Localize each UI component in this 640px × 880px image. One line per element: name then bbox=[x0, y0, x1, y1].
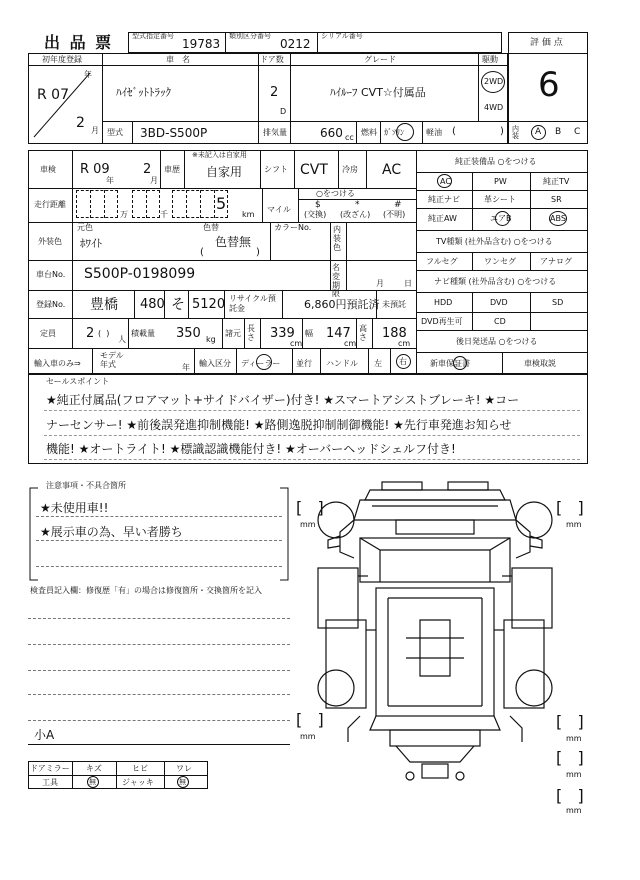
year-unit: 年 bbox=[84, 70, 92, 79]
fuel-light-oil: 軽油 bbox=[426, 128, 442, 137]
model-year-unit: 年 bbox=[182, 363, 190, 372]
bracket-rear-right: [ ] bbox=[556, 712, 584, 731]
doors-value: 2 bbox=[270, 85, 279, 100]
equip-airbag: エアB bbox=[490, 214, 512, 223]
category-code: 0212 bbox=[280, 37, 311, 51]
mm-front-right: mm bbox=[566, 520, 582, 529]
height-value: 188 bbox=[382, 326, 407, 341]
later-title: 後日発送品 ○をつける bbox=[456, 337, 538, 346]
tv-title: TV種類 (社外品含む) ○をつける bbox=[436, 237, 553, 246]
fuel-label: 燃料 bbox=[361, 128, 377, 137]
bracket-front-left: [ ] bbox=[296, 498, 324, 517]
dims-label: 諸元 bbox=[225, 329, 241, 338]
length-label: 長さ bbox=[247, 324, 255, 342]
import-type-label: 輸入区分 bbox=[199, 359, 231, 368]
mile-label: マイル bbox=[267, 205, 291, 214]
mark-star-sub: (改ざん) bbox=[340, 210, 371, 219]
displacement-value: 660 bbox=[320, 126, 343, 140]
genuine-title: 純正装備品 ○をつける bbox=[455, 157, 537, 166]
nav-sd: SD bbox=[552, 298, 564, 307]
reg-kana: そ bbox=[171, 297, 185, 313]
legend-jack-none: 無 bbox=[179, 778, 186, 786]
equip-ac: AC bbox=[440, 177, 451, 186]
equip-sr: SR bbox=[551, 195, 562, 204]
inspector-name: 小A bbox=[34, 728, 55, 742]
sales-label: セールスポイント bbox=[46, 377, 110, 386]
capacity-person: 人 bbox=[118, 335, 126, 344]
length-value: 339 bbox=[270, 326, 295, 341]
legend-mirror: ドアミラー bbox=[30, 764, 70, 773]
sales-line-1: ★純正付属品(フロアマット+サイドバイザー)付き! ★スマートアシストブレーキ! ★コー bbox=[46, 393, 520, 407]
mileage-last-digit: 5 bbox=[216, 194, 227, 213]
dealer-label: ディーラー bbox=[241, 359, 281, 368]
equip-abs: ABS bbox=[550, 214, 566, 223]
reg-class: 480 bbox=[140, 297, 165, 312]
door-suffix: D bbox=[280, 107, 287, 116]
interior-c: C bbox=[574, 127, 581, 137]
doors-label: ドア数 bbox=[260, 55, 284, 64]
sales-line-3: 機能! ★オートライト! ★標識認識機能付き! ★オーバーヘッドシェルフ付き! bbox=[46, 442, 456, 456]
capacity-value: 2 bbox=[86, 326, 95, 341]
notes-label: 注意事項・不具合箇所 bbox=[46, 481, 126, 490]
original-color-label: 元色 bbox=[77, 223, 93, 232]
ext-color-label: 外装色 bbox=[38, 237, 62, 246]
cooler-value: AC bbox=[382, 162, 402, 178]
sales-line-2: ナーセンサー! ★前後誤発進抑制機能! ★路側逸脱抑制制御機能! ★先行車発進お知らせ bbox=[46, 418, 512, 432]
color-change-value: 色替無 bbox=[215, 235, 252, 249]
chassis-no: S500P-0198099 bbox=[84, 266, 196, 282]
displacement-unit: cc bbox=[345, 133, 354, 142]
shaken-value: R 09 bbox=[80, 162, 110, 177]
drive-label: 駆動 bbox=[482, 55, 498, 64]
history-label: 車歴 bbox=[164, 165, 180, 174]
shaken-month-unit: 月 bbox=[150, 176, 158, 185]
model-year-label: モデル年式 bbox=[100, 351, 124, 369]
not-deposited: 未預託 bbox=[382, 300, 406, 309]
month-unit: 月 bbox=[91, 126, 99, 135]
bracket-rear-left: [ ] bbox=[296, 710, 324, 729]
note-line-2: ★展示車の為、早い者勝ち bbox=[40, 525, 183, 539]
displacement-label: 排気量 bbox=[263, 128, 287, 137]
bracket-rear-right-2: [ ] bbox=[556, 748, 584, 767]
right-label: 右 bbox=[399, 357, 407, 366]
recycle-label: リサイクル預託金 bbox=[229, 294, 276, 313]
reg-place: 豊橋 bbox=[90, 297, 118, 313]
grade-label: グレード bbox=[364, 55, 396, 64]
legend-crack: ヒビ bbox=[132, 764, 148, 773]
inspector-label: 検査員記入欄：修復歴「有」の場合は修復箇所・交換箇所を記入 bbox=[30, 586, 262, 595]
car-name: ﾊｲｾﾞｯﾄﾄﾗｯｸ bbox=[116, 86, 171, 99]
cooler-label: 冷房 bbox=[342, 165, 358, 174]
first-reg-year: R 07 bbox=[37, 87, 69, 103]
nav-dvd: DVD bbox=[490, 298, 508, 307]
category-label: 類別区分番号 bbox=[229, 32, 271, 40]
original-color: ﾎﾜｲﾄ bbox=[80, 237, 102, 250]
km-unit: km bbox=[242, 210, 255, 219]
height-unit: cm bbox=[398, 339, 411, 348]
load-value: 350 bbox=[176, 326, 201, 341]
legend-tools: 工具 bbox=[42, 778, 58, 787]
height-label: 高さ bbox=[359, 324, 367, 342]
shaken-month: 2 bbox=[143, 162, 152, 177]
grade-value: ﾊｲﾙｰﾌ CVT☆付属品 bbox=[330, 86, 426, 99]
paren-open: ( bbox=[452, 126, 456, 137]
shaken-label: 車検 bbox=[40, 165, 56, 174]
history-note: ※未記入は自家用 bbox=[192, 151, 247, 159]
import-only-label: 輸入車のみ⇒ bbox=[34, 359, 81, 368]
length-unit: cm bbox=[290, 339, 303, 348]
equip-tv: 純正TV bbox=[543, 177, 570, 186]
reg-number: 5120 bbox=[192, 297, 226, 312]
mm-front-left: mm bbox=[300, 520, 316, 529]
parallel-label: 並行 bbox=[296, 359, 312, 368]
shift-value: CVT bbox=[300, 162, 328, 178]
name-change-month: 月 bbox=[376, 279, 384, 288]
mm-rear-left: mm bbox=[300, 732, 316, 741]
man-unit: 万 bbox=[120, 210, 128, 219]
score-label: 評 価 点 bbox=[530, 38, 563, 48]
color-paren-open: ( bbox=[200, 247, 204, 258]
bracket-rear-right-3: [ ] bbox=[556, 786, 584, 805]
legend-break: ワレ bbox=[176, 764, 192, 773]
mark-star: * bbox=[355, 200, 360, 210]
equip-leather: 革シート bbox=[484, 195, 516, 204]
load-unit: kg bbox=[206, 335, 216, 344]
first-reg-month: 2 bbox=[76, 115, 85, 131]
equip-navi: 純正ナビ bbox=[428, 195, 460, 204]
mark-hash-sub: (不明) bbox=[383, 210, 406, 219]
nav-hdd: HDD bbox=[434, 298, 453, 307]
mark-hash: # bbox=[394, 200, 402, 210]
mileage-label: 走行距離 bbox=[34, 200, 66, 209]
capacity-label: 定員 bbox=[40, 329, 56, 338]
note-line-1: ★未使用車!! bbox=[40, 501, 109, 515]
mm-rear-right: mm bbox=[566, 734, 582, 743]
mm-rear-right-3: mm bbox=[566, 806, 582, 815]
mark-note: ○をつける bbox=[316, 189, 355, 198]
left-label: 左 bbox=[374, 359, 382, 368]
color-no-label: カラーNo. bbox=[274, 223, 312, 232]
shaken-year-unit: 年 bbox=[106, 176, 114, 185]
tv-fullseg: フルセグ bbox=[426, 257, 458, 266]
score-value: 6 bbox=[538, 65, 560, 105]
recycle-value: 6,860円預託済 bbox=[304, 298, 380, 311]
serial-label: シリアル番号 bbox=[321, 32, 363, 40]
mark-dollar: $ bbox=[315, 200, 321, 210]
dvd-playable: DVD再生可 bbox=[421, 317, 463, 326]
width-unit: cm bbox=[344, 339, 357, 348]
name-label: 車 名 bbox=[166, 55, 190, 64]
reg-no-label: 登録No. bbox=[36, 300, 66, 309]
document-title: 出 品 票 bbox=[44, 33, 114, 52]
dealer-circle bbox=[256, 354, 272, 370]
name-change-label: 名変期限 bbox=[332, 263, 340, 299]
nav-title: ナビ種類 (社外品含む) ○をつける bbox=[434, 277, 557, 286]
car-diagram bbox=[300, 480, 570, 800]
model-code-label: 型式指定番号 bbox=[132, 32, 174, 40]
bracket-front-right: [ ] bbox=[556, 498, 584, 517]
history-value: 自家用 bbox=[206, 165, 243, 179]
tv-analog: アナログ bbox=[540, 257, 572, 266]
color-paren-close: ) bbox=[256, 247, 260, 258]
color-change-label: 色替 bbox=[203, 223, 219, 232]
width-label: 幅 bbox=[305, 329, 313, 338]
legend-tools-none: 無 bbox=[89, 778, 96, 786]
mark-dollar-sub: (交換) bbox=[304, 210, 327, 219]
first-reg-label: 初年度登録 bbox=[42, 55, 82, 64]
load-label: 積載量 bbox=[131, 329, 155, 338]
legend-scratch: キズ bbox=[86, 764, 102, 773]
mm-rear-right-2: mm bbox=[566, 770, 582, 779]
fuel-gasoline: ｶﾞｿﾘﾝ bbox=[384, 128, 404, 137]
capacity-unit: ( ) bbox=[98, 329, 110, 338]
drive-4wd: 4WD bbox=[484, 103, 504, 112]
int-color-label: 内装色 bbox=[333, 225, 341, 252]
interior-label: 内装 bbox=[512, 125, 519, 140]
chassis-label: 車台No. bbox=[36, 270, 66, 279]
width-value: 147 bbox=[326, 326, 351, 341]
drive-2wd: 2WD bbox=[484, 77, 504, 86]
handle-label: ハンドル bbox=[326, 359, 358, 368]
type-label: 型式 bbox=[107, 128, 123, 137]
later-warranty: 新車保証書 bbox=[430, 359, 470, 368]
tv-oneseg: ワンセグ bbox=[484, 257, 516, 266]
later-manual: 車検取説 bbox=[524, 359, 556, 368]
model-code: 19783 bbox=[182, 37, 221, 51]
equip-pw: PW bbox=[494, 177, 507, 186]
type-value: 3BD-S500P bbox=[140, 126, 208, 140]
legend-jack: ジャッキ bbox=[122, 778, 154, 787]
equip-aw: 純正AW bbox=[428, 214, 457, 223]
name-change-day: 日 bbox=[404, 279, 412, 288]
interior-b: B bbox=[555, 127, 562, 137]
interior-a: A bbox=[535, 127, 542, 137]
paren-close: ) bbox=[500, 126, 504, 137]
nav-cd: CD bbox=[494, 317, 506, 326]
sen-unit: 千 bbox=[160, 210, 168, 219]
mileage-digits bbox=[76, 190, 236, 220]
shift-label: シフト bbox=[264, 165, 288, 174]
